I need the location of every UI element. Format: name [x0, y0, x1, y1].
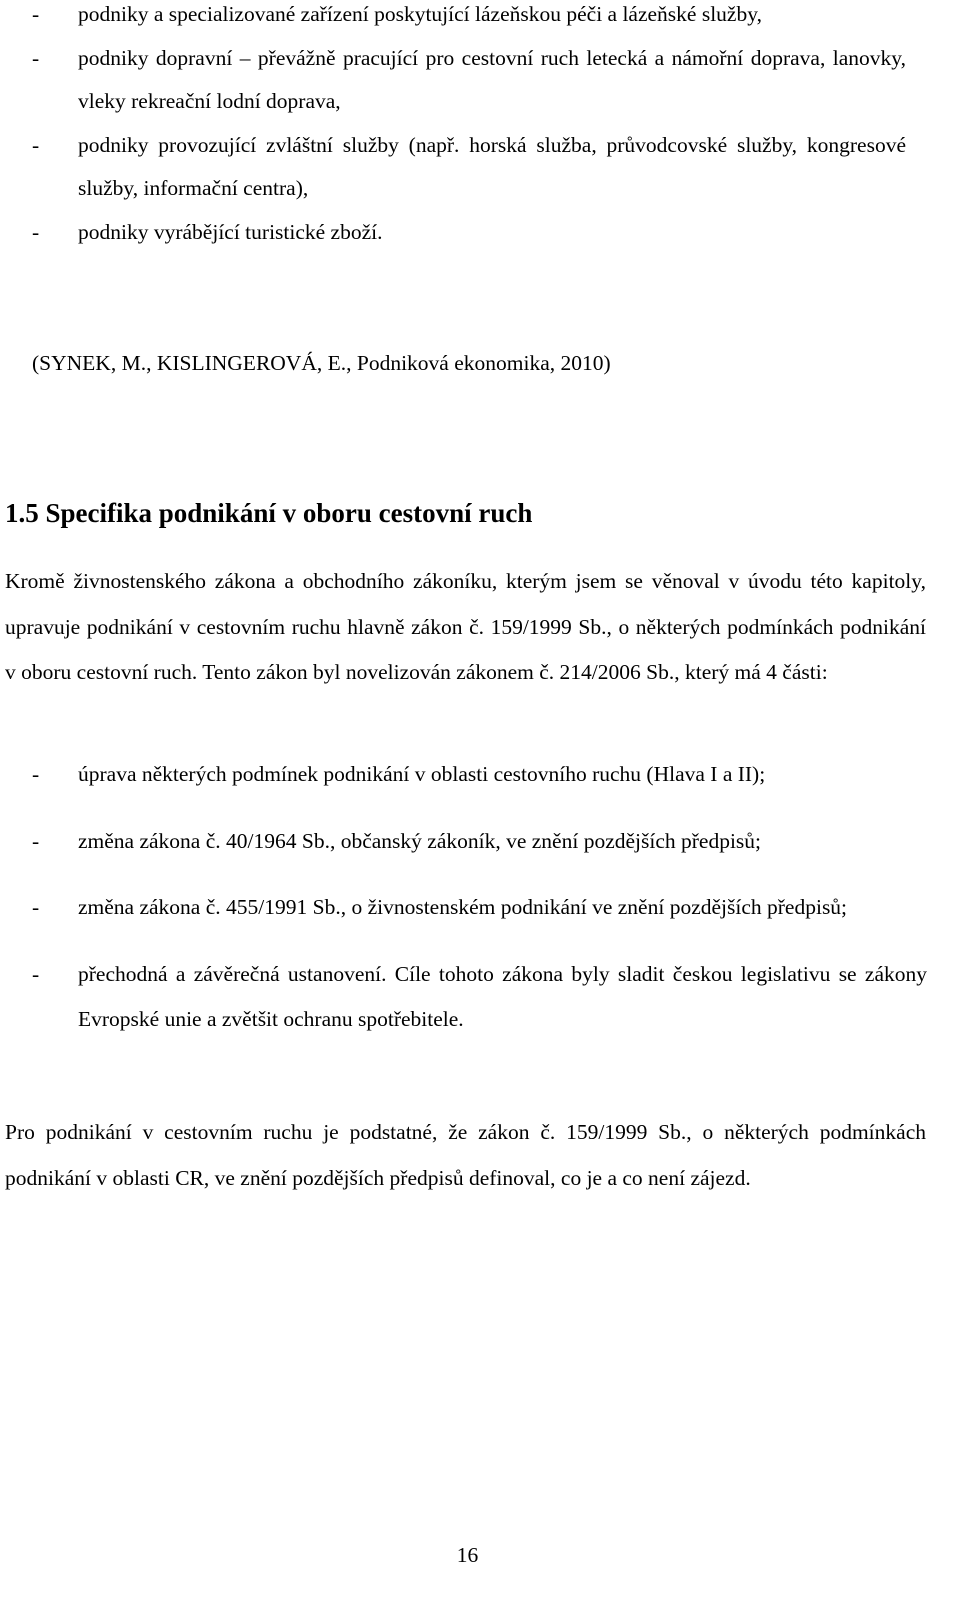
list-item-text: podniky vyrábějící turistické zboží. — [78, 219, 383, 244]
bullet-dash: - — [32, 895, 40, 919]
bullet-dash: - — [32, 2, 40, 26]
bullet-dash: - — [32, 762, 40, 786]
list-item-text: změna zákona č. 455/1991 Sb., o živnostenském podnikání ve znění pozdějších předpisů; — [78, 895, 848, 919]
list-item-text: přechodná a závěrečná ustanovení. Cíle tohoto zákona byly sladit českou legislativu se zákony Evropské unie a zvětšit ochranu spotřebitele. — [78, 961, 927, 1031]
list-item-text: podniky provozující zvláštní služby (např. horská služba, průvodcovské služby, kongresové služby, informační centra), — [78, 132, 906, 200]
bullet-dash: - — [32, 828, 40, 853]
list-item — [0, 211, 906, 255]
bullet-dash: - — [32, 219, 40, 244]
list-item — [0, 752, 927, 798]
list-item-text: úprava některých podmínek podnikání v oblasti cestovního ruchu (Hlava I a II); — [78, 762, 766, 786]
list-item — [0, 885, 927, 931]
list-item — [0, 124, 906, 211]
list-item — [0, 819, 927, 865]
list-item — [0, 0, 906, 37]
law-parts-list — [0, 752, 927, 1043]
bullet-dash: - — [32, 132, 40, 157]
paragraph-conclusion: Pro podnikání v cestovním ruchu je podstatné, že zákon č. 159/1999 Sb., o některých podmínkách podnikání v oblasti CR, ve znění pozdějších předpisů definoval, co je a co není zájezd. — [5, 1120, 926, 1190]
page-number: 16 — [456, 1543, 479, 1567]
bullet-dash: - — [32, 45, 40, 70]
section-heading: 1.5 Specifika podnikání v oboru cestovní ruch — [5, 498, 533, 528]
list-item-text: podniky dopravní – převážně pracující pro cestovní ruch letecká a námořní doprava, lanovky, vleky rekreační lodní doprava, — [78, 45, 906, 113]
top-bullet-list — [0, 0, 906, 254]
list-item-text: změna zákona č. 40/1964 Sb., občanský zákoník, ve znění pozdějších předpisů; — [78, 828, 762, 853]
bullet-dash: - — [32, 961, 40, 986]
paragraph-intro: Kromě živnostenského zákona a obchodního zákoníku, kterým jsem se věnoval v úvodu této kapitoly, upravuje podnikání v cestovním ruchu hlavně zákon č. 159/1999 Sb., o některých podmínkách podnikání v oboru cestovní ruch. Tento zákon byl novelizován zákonem č. 214/2006 Sb., který má 4 části: — [5, 569, 926, 684]
list-item — [0, 952, 927, 1043]
list-item — [0, 37, 906, 124]
list-item-text: podniky a specializované zařízení poskytující lázeňskou péči a lázeňské služby, — [78, 2, 762, 26]
citation: (SYNEK, M., KISLINGEROVÁ, E., Podniková ekonomika, 2010) — [32, 351, 611, 375]
